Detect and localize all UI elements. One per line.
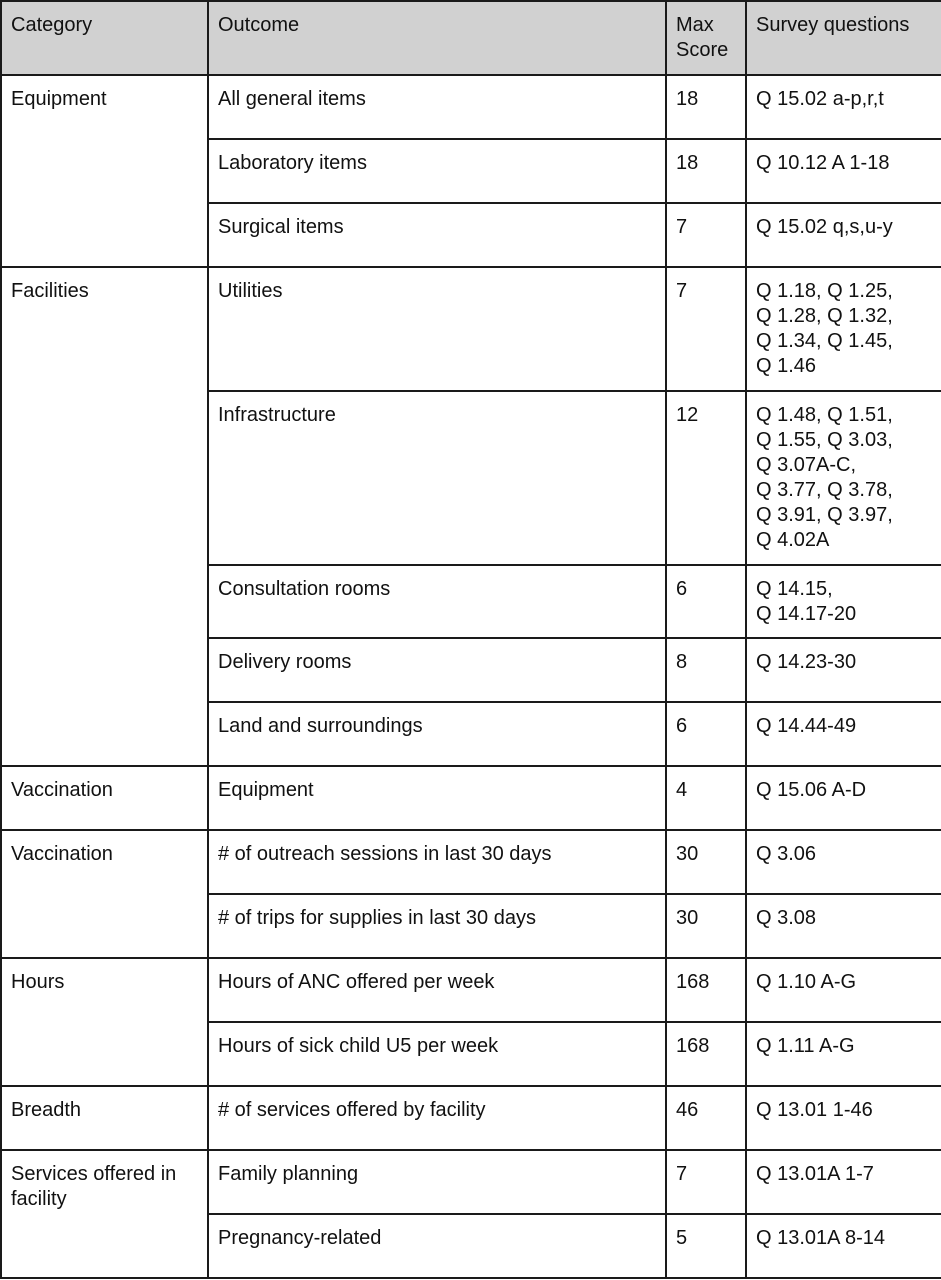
max-score-cell: 5 xyxy=(666,1214,746,1278)
question-line: Q 1.10 A-G xyxy=(756,971,857,993)
max-score-cell: 168 xyxy=(666,958,746,1022)
table-row xyxy=(1,267,941,391)
header-outcome: Outcome xyxy=(208,1,666,75)
question-line: Q 13.01A 1-7 xyxy=(756,1163,874,1185)
category-cell: Vaccination xyxy=(1,830,208,958)
header-category: Category xyxy=(1,1,208,75)
question-line: Q 15.06 A-D xyxy=(756,779,867,801)
category-cell: Breadth xyxy=(1,1086,208,1150)
question-line: Q 1.34, Q 1.45, xyxy=(756,330,893,352)
table-row xyxy=(1,75,941,139)
survey-questions-cell xyxy=(746,1022,941,1086)
outcome-cell: Hours of sick child U5 per week xyxy=(208,1022,666,1086)
max-score-cell: 12 xyxy=(666,391,746,565)
max-score-cell: 7 xyxy=(666,203,746,267)
question-line: Q 14.44-49 xyxy=(756,715,857,737)
survey-questions-cell xyxy=(746,139,941,203)
outcome-cell: # of trips for supplies in last 30 days xyxy=(208,894,666,958)
question-line: Q 4.02A xyxy=(756,529,830,551)
survey-questions-cell xyxy=(746,958,941,1022)
table-row xyxy=(1,1086,941,1150)
outcome-cell: # of outreach sessions in last 30 days xyxy=(208,830,666,894)
question-line: Q 1.18, Q 1.25, xyxy=(756,280,893,302)
table-row xyxy=(1,1150,941,1214)
outcome-cell: # of services offered by facility xyxy=(208,1086,666,1150)
survey-questions-cell xyxy=(746,1150,941,1214)
survey-questions-cell xyxy=(746,565,941,638)
table-row xyxy=(1,766,941,830)
survey-questions-cell xyxy=(746,1214,941,1278)
max-score-cell: 7 xyxy=(666,267,746,391)
question-line: Q 1.46 xyxy=(756,355,817,377)
outcome-cell: Surgical items xyxy=(208,203,666,267)
survey-questions-cell xyxy=(746,1086,941,1150)
outcome-cell: Laboratory items xyxy=(208,139,666,203)
question-line: Q 14.23-30 xyxy=(756,651,857,673)
max-score-cell: 8 xyxy=(666,638,746,702)
outcome-cell: Equipment xyxy=(208,766,666,830)
question-line: Q 13.01A 8-14 xyxy=(756,1227,885,1249)
outcome-cell: Pregnancy-related xyxy=(208,1214,666,1278)
question-line: Q 14.15, xyxy=(756,578,833,600)
outcome-cell: All general items xyxy=(208,75,666,139)
max-score-cell: 30 xyxy=(666,894,746,958)
max-score-cell: 6 xyxy=(666,702,746,766)
question-line: Q 1.48, Q 1.51, xyxy=(756,404,893,426)
max-score-cell: 168 xyxy=(666,1022,746,1086)
question-line: Q 15.02 a-p,r,t xyxy=(756,88,884,110)
max-score-cell: 18 xyxy=(666,139,746,203)
question-line: Q 1.55, Q 3.03, xyxy=(756,429,893,451)
outcome-cell: Infrastructure xyxy=(208,391,666,565)
header-max-score: Max Score xyxy=(666,1,746,75)
question-line: Q 13.01 1-46 xyxy=(756,1099,873,1121)
survey-questions-cell xyxy=(746,75,941,139)
survey-questions-cell xyxy=(746,391,941,565)
table-row xyxy=(1,958,941,1022)
survey-questions-cell xyxy=(746,702,941,766)
max-score-cell: 4 xyxy=(666,766,746,830)
question-line: Q 3.91, Q 3.97, xyxy=(756,504,893,526)
max-score-cell: 6 xyxy=(666,565,746,638)
outcome-cell: Land and surroundings xyxy=(208,702,666,766)
survey-questions-cell xyxy=(746,267,941,391)
max-score-cell: 46 xyxy=(666,1086,746,1150)
question-line: Q 3.08 xyxy=(756,907,817,929)
survey-questions-cell xyxy=(746,830,941,894)
category-cell: Facilities xyxy=(1,267,208,766)
question-line: Q 1.11 A-G xyxy=(756,1035,855,1057)
outcome-cell: Family planning xyxy=(208,1150,666,1214)
outcome-cell: Utilities xyxy=(208,267,666,391)
category-cell: Vaccination xyxy=(1,766,208,830)
question-line: Q 3.06 xyxy=(756,843,817,865)
survey-questions-cell xyxy=(746,766,941,830)
table-row xyxy=(1,830,941,894)
outcome-cell: Delivery rooms xyxy=(208,638,666,702)
question-line: Q 14.17-20 xyxy=(756,603,857,625)
header-row xyxy=(1,1,941,75)
survey-questions-cell xyxy=(746,638,941,702)
category-cell: Services offered in facility xyxy=(1,1150,208,1278)
question-line: Q 10.12 A 1-18 xyxy=(756,152,890,174)
outcome-cell: Consultation rooms xyxy=(208,565,666,638)
survey-questions-cell xyxy=(746,894,941,958)
outcome-cell: Hours of ANC offered per week xyxy=(208,958,666,1022)
question-line: Q 1.28, Q 1.32, xyxy=(756,305,893,327)
question-line: Q 3.77, Q 3.78, xyxy=(756,479,893,501)
survey-questions-cell xyxy=(746,203,941,267)
max-score-cell: 7 xyxy=(666,1150,746,1214)
category-cell: Equipment xyxy=(1,75,208,267)
category-cell: Hours xyxy=(1,958,208,1086)
question-line: Q 3.07A-C, xyxy=(756,454,857,476)
header-survey-questions: Survey questions xyxy=(746,1,941,75)
question-line: Q 15.02 q,s,u-y xyxy=(756,216,893,238)
max-score-cell: 18 xyxy=(666,75,746,139)
max-score-cell: 30 xyxy=(666,830,746,894)
